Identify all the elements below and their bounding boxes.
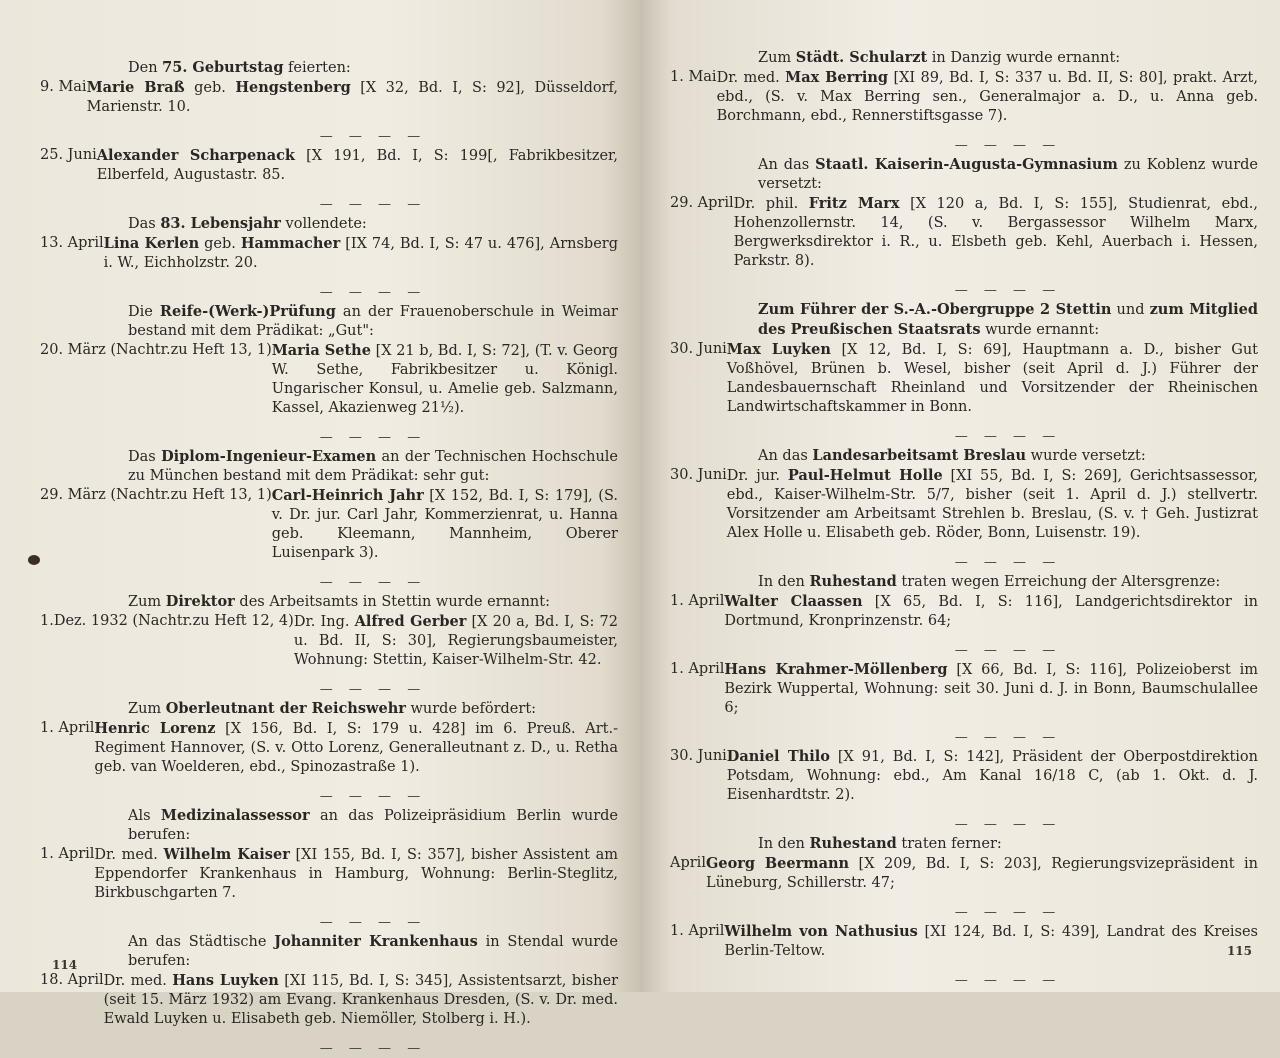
entry-details: [X 152, Bd. I, S: 179], (S. v. Dr. jur. Carl Jahr, Kommerzienrat, u. Hanna geb. Kleemann, Mannheim, Oberer Luisenpark 3). [271,488,618,561]
entry-name: Walter Claassen [724,593,863,610]
entry-name: Wilhelm von Nathusius [724,923,918,940]
entry-date: 1.Dez. 1932 (Nachtr.zu Heft 12, 4) [40,613,294,629]
separator-rule: — — — — [319,197,427,212]
entry-details: [X 21 b, Bd. I, S: 72], (T. v. Georg W. Sethe, Fabrikbesitzer u. Königl. Ungarischer Konsul, u. Amelie geb. Salzmann, Kassel, Akazienweg 21½). [271,343,619,416]
entry-name: Maria Sethe [271,342,371,359]
heading-keyword: Reife-(Werk-)Prüfung [159,303,336,320]
entry-row [670,340,1258,417]
entry-text [717,68,1258,126]
entry-name: Marie Braß [86,79,185,96]
entry-details: [X 65, Bd. I, S: 116], Landgerichtsdirektor in Dortmund, Kronprinzenstr. 64; [724,594,1258,629]
separator-rule: — — — — [954,555,1062,570]
section-gap [670,718,1258,729]
entry-text [734,194,1258,271]
heading-text: an das Polizeipräsidium Berlin wurde berufen: [128,808,618,843]
entry-text-mid: geb. [199,236,241,252]
entry-row [40,234,618,273]
heading-text: des Arbeitsamts in Stettin wurde ernannt: [234,594,550,610]
page-left-content [40,58,618,1058]
heading-text: Das [128,216,161,232]
entry-row [670,194,1258,271]
entry-text [104,234,618,273]
entry-date: April [670,855,706,871]
separator-rule: — — — — [954,643,1062,658]
separator-rule: — — — — [954,138,1062,153]
heading-keyword: 75. Geburtstag [162,59,284,76]
heading-text: An das [758,157,816,173]
page-right [640,0,1280,992]
separator-rule: — — — — [319,285,427,300]
entry-text [727,466,1258,543]
heading-keyword: Diplom-Ingenieur-Examen [161,448,377,465]
ink-mark [28,555,40,565]
entry-date: 1. April [670,661,725,677]
entry-text [272,341,618,418]
entry-details: [X 209, Bd. I, S: 203], Regierungsvizepräsident in Lüneburg, Schillerstr. 47; [705,856,1258,891]
heading-text: vollendete: [280,216,367,232]
entry-name: Max Berring [785,69,889,86]
heading-keyword: Direktor [165,593,235,610]
separator-rule: — — — — [319,682,427,697]
entry-row [670,592,1258,631]
entry-date: 29. April [670,195,734,211]
entry-name: Wilhelm Kaiser [163,846,290,863]
section-heading [670,300,1258,340]
heading-text: Den [128,60,163,76]
entry-name: Henric Lorenz [94,720,216,737]
section-heading [40,58,618,78]
entry-name: Alfred Gerber [354,613,467,630]
entry-date: 30. Juni [670,467,727,483]
page-number-right: 115 [1226,944,1252,958]
heading-text: In den [758,574,810,590]
entry-title-prefix: Dr. Ing. [293,614,355,630]
entry-date: 1. April [670,593,725,609]
section-gap [670,126,1258,137]
heading-text: und [1111,302,1150,318]
entry-text [724,922,1258,961]
entry-title-prefix: Dr. med. [103,973,173,989]
entry-name: Max Luyken [726,341,831,358]
heading-text: Das [128,449,162,465]
entry-row [670,466,1258,543]
entry-details: [X 32, Bd. I, S: 92], Düsseldorf, Marienstr. 10. [86,80,618,115]
entry-date: 1. April [40,846,95,862]
separator-rule: — — — — [954,973,1062,988]
entry-name: Georg Beermann [705,855,850,872]
entry-text [97,146,618,185]
section-heading [670,572,1258,592]
section-heading [40,592,618,612]
section-heading [670,834,1258,854]
section-gap [40,670,618,681]
entry-text [706,854,1258,893]
entry-text [104,971,618,1029]
entry-date: 13. April [40,235,104,251]
heading-keyword: Ruhestand [809,835,897,852]
heading-text: In den [758,836,810,852]
entry-details: [X 191, Bd. I, S: 199[, Fabrikbesitzer, Elberfeld, Augustastr. 85. [96,148,619,183]
entry-row [40,146,618,185]
heading-text: zu Koblenz wurde versetzt: [758,157,1258,192]
entry-details: [XI 55, Bd. I, S: 269], Gerichtsassessor, ebd., Kaiser-Wilhelm-Str. 5/7, bisher (seit 1. April d. J.) stellvertr. Vorsitzender am Arbeitsamt Strehlen b. Breslau, (S. v. † Geh. Justizrat Alex Holle u. Elisabeth geb. Röder, Bonn, Luisenstr. 19). [726,468,1259,541]
entry-row [40,612,618,670]
page-left [0,0,640,1056]
heading-text: wurde ernannt: [980,322,1100,338]
separator-rule: — — — — [319,915,427,930]
section-heading [40,932,618,971]
entry-title-prefix: Dr. med. [716,70,786,86]
entry-name: Fritz Marx [808,195,900,212]
section-heading [40,302,618,341]
entry-row [40,719,618,777]
heading-text: an der Technischen Hochschule zu München bestand mit dem Prädikat: sehr gut: [128,449,619,484]
entry-date: 25. Juni [40,147,97,163]
section-heading [40,806,618,845]
entry-date: 1. April [670,923,725,939]
heading-text: wurde befördert: [405,701,537,717]
entry-text-mid: geb. [184,80,236,96]
heading-text: Zum [128,701,166,717]
section-gap [40,273,618,284]
separator-rule: — — — — [954,429,1062,444]
entry-date: 1. April [40,720,95,736]
heading-text: traten wegen Erreichung der Altersgrenze: [896,574,1221,590]
heading-text: Zum [758,50,796,66]
separator-rule: — — — — [954,905,1062,920]
section-gap [670,631,1258,642]
entry-row [40,486,618,563]
separator-rule: — — — — [954,283,1062,298]
section-heading [670,446,1258,466]
entry-details: [XI 124, Bd. I, S: 439], Landrat des Kreises Berlin-Teltow. [724,924,1258,959]
entry-details: [IX 74, Bd. I, S: 47 u. 476], Arnsberg i. W., Eichholzstr. 20. [103,236,618,271]
heading-keyword: Zum Führer der S.-A.-Obergruppe 2 Stettin [758,301,1112,318]
separator-rule: — — — — [319,430,427,445]
entry-row [670,747,1258,805]
entry-details: [X 20 a, Bd. I, S: 72 u. Bd. II, S: 30], Regierungsbaumeister, Wohnung: Stettin, Kaiser-Wilhelm-Str. 42. [293,614,619,668]
section-gap [670,271,1258,282]
separator-rule: — — — — [319,1041,427,1056]
section-gap [40,777,618,788]
entry-details: [X 156, Bd. I, S: 179 u. 428] im 6. Preuß. Art.-Regiment Hannover, (S. v. Otto Lorenz, Generalleutnant z. D., u. Retha geb. van Woelderen, ebd., Spinozastraße 1). [94,721,618,775]
entry-text [724,660,1258,718]
section-gap [40,117,618,128]
heading-text: traten ferner: [896,836,1002,852]
entry-text [94,719,618,777]
heading-text: Als [128,808,161,824]
entry-details: [X 120 a, Bd. I, S: 155], Studienrat, ebd., Hohenzollernstr. 14, (S. v. Bergassessor Wilhelm Marx, Bergwerksdirektor i. R., u. Elsbeth geb. Kehl, Auerbach i. Hessen, Parkstr. 8). [733,196,1259,269]
entry-name: Daniel Thilo [726,748,830,765]
separator-rule: — — — — [954,730,1062,745]
heading-keyword: Ruhestand [809,573,897,590]
entry-name: Carl-Heinrich Jahr [271,487,424,504]
section-heading [40,447,618,486]
entry-title-prefix: Dr. med. [94,847,164,863]
entry-row [40,78,618,117]
entry-date: 20. März (Nachtr.zu Heft 13, 1) [40,342,272,358]
entry-row [40,845,618,903]
entry-text [87,78,618,117]
heading-text: Zum [128,594,166,610]
entry-name: Paul-Helmut Holle [787,467,943,484]
entry-name-maiden: Hammacher [240,235,341,252]
entry-row [670,660,1258,718]
entry-text [94,845,618,903]
entry-date: 18. April [40,972,104,988]
separator-rule: — — — — [319,129,427,144]
entry-name-maiden: Hengstenberg [235,79,351,96]
heading-keyword: Medizinalassessor [160,807,310,824]
entry-row [40,341,618,418]
entry-details: [X 66, Bd. I, S: 116], Polizeioberst im Bezirk Wuppertal, Wohnung: seit 30. Juni d. J. in Bonn, Baumschulallee 6; [724,662,1258,716]
heading-keyword: Landesarbeitsamt Breslau [812,447,1027,464]
entry-date: 9. Mai [40,79,87,95]
heading-text: Die [128,304,160,320]
entry-date: 30. Juni [670,748,727,764]
heading-text: in Danzig wurde ernannt: [927,50,1121,66]
section-gap [670,417,1258,428]
heading-text: in Stendal wurde berufen: [128,934,619,969]
heading-keyword: zum Mitglied des Preußischen Staatsrats [758,301,1258,338]
entry-text [724,592,1258,631]
entry-row [670,922,1258,961]
entry-name: Hans Luyken [172,972,279,989]
entry-row [670,854,1258,893]
heading-keyword: Oberleutnant der Reichswehr [165,700,406,717]
entry-name: Alexander Scharpenack [96,147,295,164]
separator-rule: — — — — [319,575,427,590]
heading-keyword: 83. Lebensjahr [160,215,281,232]
heading-text: wurde versetzt: [1026,448,1146,464]
section-heading [670,48,1258,68]
separator-rule: — — — — [319,789,427,804]
section-heading [40,699,618,719]
separator-rule: — — — — [954,817,1062,832]
section-gap [670,893,1258,904]
entry-details: [XI 155, Bd. I, S: 357], bisher Assistent am Eppendorfer Krankenhaus in Hamburg, Wohnung: Berlin-Steglitz, Birkbuschgarten 7. [94,847,619,901]
entry-title-prefix: Dr. phil. [733,196,809,212]
entry-row [40,971,618,1029]
heading-keyword: Städt. Schularzt [795,49,928,66]
entry-date: 29. März (Nachtr.zu Heft 13, 1) [40,487,272,503]
entry-text [294,612,618,670]
heading-keyword: Staatl. Kaiserin-Augusta-Gymnasium [815,156,1118,173]
section-gap [670,961,1258,972]
section-heading [670,155,1258,194]
entry-name: Hans Krahmer-Möllenberg [724,661,948,678]
section-gap [670,543,1258,554]
entry-row [670,68,1258,126]
section-gap [40,1029,618,1040]
section-heading [40,214,618,234]
entry-details: [X 12, Bd. I, S: 69], Hauptmann a. D., bisher Gut Voßhövel, Brünen b. Wesel, bisher (seit April d. J.) Führer der Landesbauernschaft Rheinland und Vorsitzender der Rheinischen Landwirtschaftskammer in Bonn. [726,342,1258,415]
heading-text: An das Städtische [128,934,275,950]
entry-details: [X 91, Bd. I, S: 142], Präsident der Oberpostdirektion Potsdam, Wohnung: ebd., Am Kanal 16/18 C, (ab 1. Okt. d. J. Eisenhardtstr. 2). [726,749,1258,803]
heading-text: An das [758,448,813,464]
entry-text [727,340,1258,417]
section-gap [40,418,618,429]
entry-details: [XI 89, Bd. I, S: 337 u. Bd. II, S: 80], prakt. Arzt, ebd., (S. v. Max Berring sen., Generalmajor a. D., u. Anna geb. Borchmann, ebd., Rennerstiftsgasse 7). [716,70,1258,124]
heading-text: an der Frauenoberschule in Weimar bestand mit dem Prädikat: „Gut": [128,304,618,339]
entry-date: 30. Juni [670,341,727,357]
heading-keyword: Johanniter Krankenhaus [274,933,478,950]
entry-date: 1. Mai [670,69,717,85]
section-gap [40,185,618,196]
section-gap [670,805,1258,816]
page-right-content [670,48,1258,990]
entry-details: [XI 115, Bd. I, S: 345], Assistentsarzt, bisher (seit 15. März 1932) am Evang. Krankenhaus Dresden, (S. v. Dr. med. Ewald Luyken u. Elisabeth geb. Niemöller, Stolberg i. H.). [103,973,618,1027]
entry-name: Lina Kerlen [103,235,200,252]
entry-title-prefix: Dr. jur. [726,468,788,484]
heading-text: feierten: [283,60,351,76]
page-number-left: 114 [52,958,78,972]
entry-text [727,747,1258,805]
section-gap [40,903,618,914]
section-gap [40,563,618,574]
entry-text [272,486,618,563]
